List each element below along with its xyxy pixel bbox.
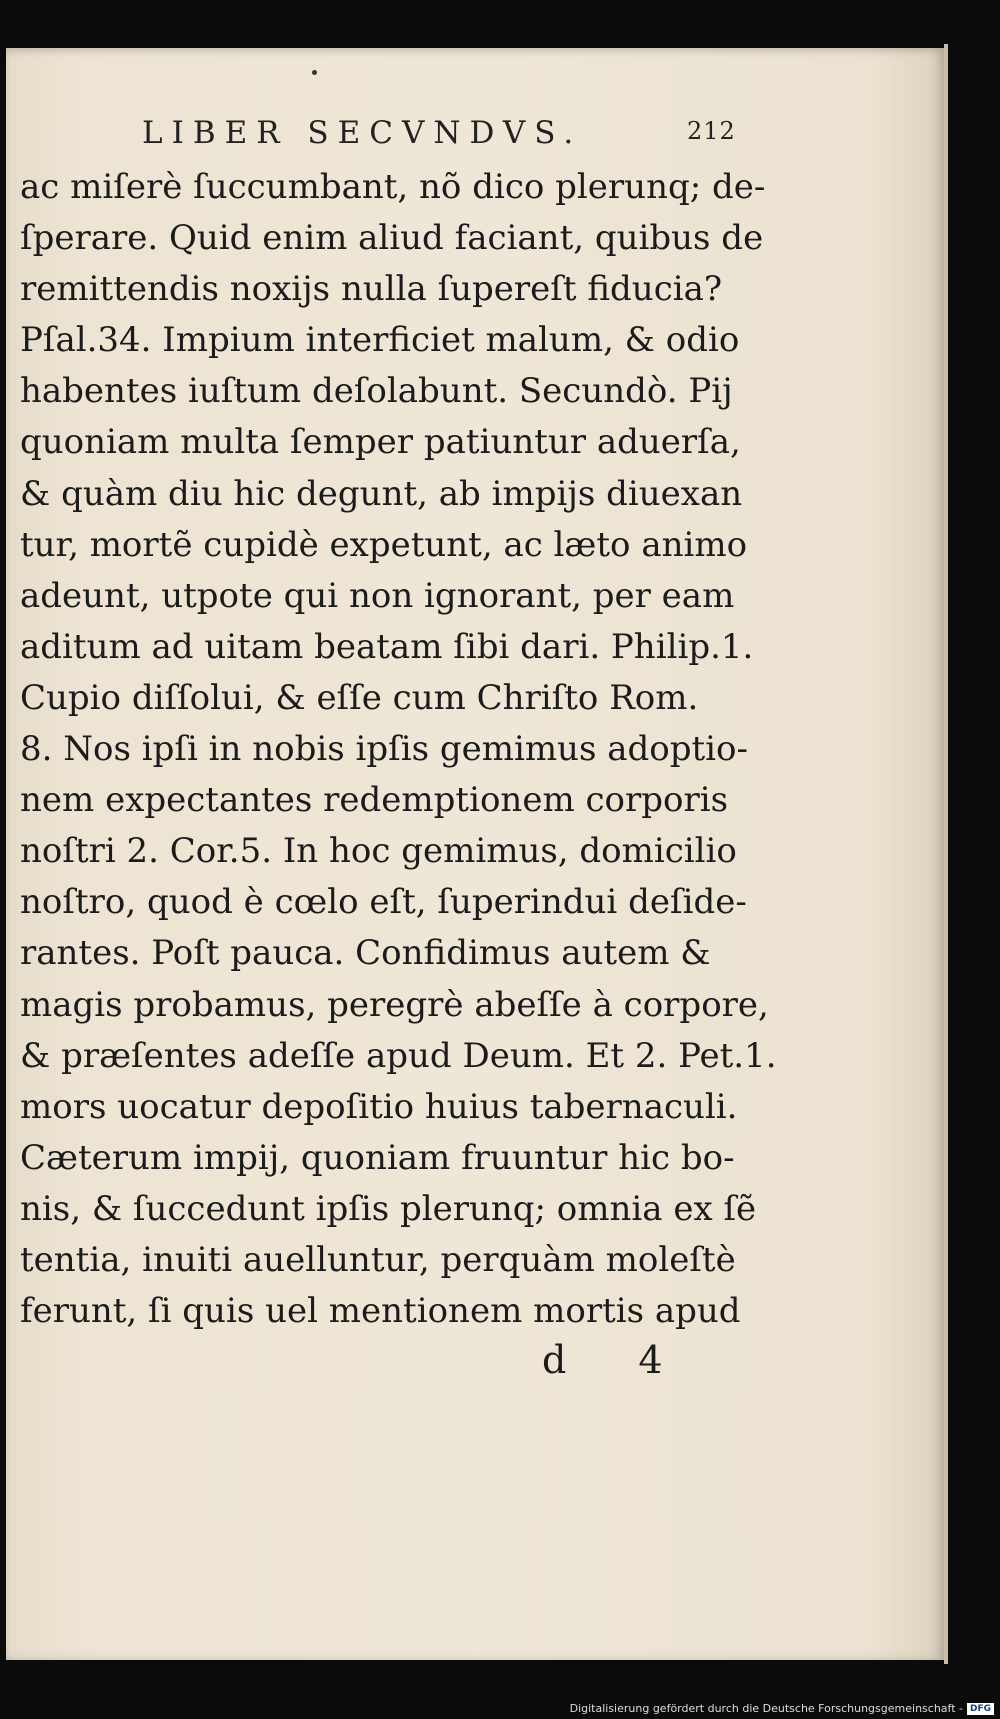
- text-line: mors uocatur depoſitio huius tabernaculi.: [20, 1086, 738, 1127]
- text-line: magis probamus, peregrè abeſſe à corpore,: [20, 984, 769, 1025]
- text-line: nem expectantes redemptionem corporis: [20, 780, 729, 821]
- text-line: Cæterum impij, quoniam fruuntur hic bo-: [20, 1137, 735, 1178]
- page-edge: [944, 44, 948, 1664]
- text-line: noſtri 2. Cor.5. In hoc gemimus, domicilio: [20, 831, 737, 872]
- text-line: remittendis noxijs nulla ſupereſt fiducia?: [20, 269, 723, 310]
- signature-mark: d 4: [542, 1338, 693, 1382]
- text-line: rantes. Poſt pauca. Confidimus autem &: [20, 933, 711, 974]
- body-text: [20, 162, 780, 1337]
- digitization-credit: [570, 1702, 994, 1715]
- text-line: ac miſerè ſuccumbant, nõ dico plerunq; de-: [20, 167, 766, 207]
- text-line: aditum ad uitam beatam ſibi dari. Philip.1.: [20, 626, 754, 667]
- text-line: Pſal.34. Impium interficiet malum, & odio: [20, 320, 740, 361]
- text-line: ferunt, ſi quis uel mentionem mortis apud: [20, 1291, 741, 1332]
- text-line: noſtro, quod è cœlo eſt, ſuperindui deſide-: [20, 882, 747, 923]
- text-line: nis, & ſuccedunt ipſis plerunq; omnia ex ſẽ: [20, 1188, 757, 1229]
- text-line: adeunt, utpote qui non ignorant, per eam: [20, 575, 735, 616]
- text-line: tentia, inuiti auelluntur, perquàm moleſtè: [20, 1239, 736, 1280]
- text-line: & quàm diu hic degunt, ab impijs diuexan: [20, 473, 743, 514]
- text-line: ſperare. Quid enim aliud faciant, quibus de: [20, 218, 764, 259]
- running-title: LIBER SECVNDVS.: [142, 115, 583, 151]
- page-header: [142, 115, 742, 155]
- text-line: habentes iuſtum deſolabunt. Secundò. Pij: [20, 371, 733, 412]
- text-line: tur, mortẽ cupidè expetunt, ac læto animo: [20, 524, 748, 565]
- text-line: 8. Nos ipſi in nobis ipſis gemimus adoptio-: [20, 729, 748, 770]
- dfg-logo: DFG: [967, 1703, 994, 1715]
- page-number: 212: [687, 117, 736, 145]
- credit-text: Digitalisierung gefördert durch die Deutsche Forschungsgemeinschaft -: [569, 1702, 963, 1715]
- text-line: Cupio diſſolui, & eſſe cum Chriſto Rom.: [20, 677, 699, 718]
- ink-speck: [312, 70, 317, 75]
- text-line: quoniam multa ſemper patiuntur aduerſa,: [20, 422, 741, 463]
- text-line: & præſentes adeſſe apud Deum. Et 2. Pet.1.: [20, 1035, 777, 1076]
